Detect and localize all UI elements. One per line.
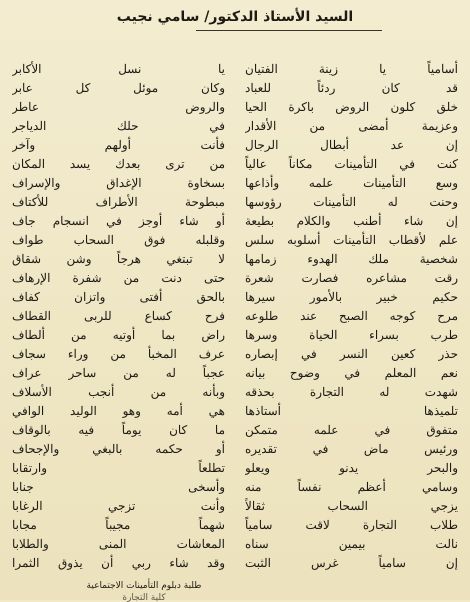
poem-couplet — [12, 212, 458, 231]
couplet-first-hemistich: ورئيس ماض في تقديره — [245, 442, 458, 456]
couplet-first-hemistich: كنت في التأمينات مكاناً عالياً — [245, 157, 458, 171]
couplet-second-hemistich: يا نسل الأكابر — [12, 62, 225, 76]
couplet-second-hemistich: عرف المخبأ من وراء سجاف — [12, 347, 225, 361]
couplet-first-hemistich: متفوق في علمه متمكن — [245, 423, 458, 437]
couplet-second-hemistich: من ترى بعدك يسد المكان — [12, 157, 225, 171]
couplet-first-hemistich: وسع التأمينات علمه وأذاعها — [245, 176, 458, 190]
poem-couplet — [12, 136, 458, 155]
poem-couplet — [12, 383, 458, 402]
poem-couplet — [12, 440, 458, 459]
poem-couplet — [12, 269, 458, 288]
couplet-second-hemistich: مبطوحة الأطراف للأكتاف — [12, 195, 225, 209]
couplet-first-hemistich: إن شاء أطنب والكلام بطيعة — [245, 214, 458, 228]
footer-signature — [84, 580, 204, 602]
couplet-first-hemistich: تلميذها أستاذها — [245, 404, 458, 418]
couplet-first-hemistich: مرح كوجه الصبح عند طلوعه — [245, 309, 458, 323]
couplet-first-hemistich: نعم المعلم في وضوح بيانه — [245, 366, 458, 380]
poem-couplet — [12, 497, 458, 516]
poem-couplet — [12, 459, 458, 478]
couplet-first-hemistich: وعزيمة أمضى من الأقدار — [245, 119, 458, 133]
poem-couplet — [12, 535, 458, 554]
couplet-first-hemistich: رقت مشاعره فصارت شعرة — [245, 271, 458, 285]
poem-couplet — [12, 250, 458, 269]
poem-couplet — [12, 478, 458, 497]
poem-couplet — [12, 307, 458, 326]
couplet-second-hemistich: حتى دنت من شفرة الإرهاف — [12, 271, 225, 285]
poem-couplet — [12, 288, 458, 307]
poem-couplet — [12, 421, 458, 440]
couplet-first-hemistich: شهدت له التجارة بحذقه — [245, 385, 458, 399]
couplet-second-hemistich: وقلبله فوق السحاب طواف — [12, 233, 225, 247]
couplet-first-hemistich: شخصية ملك الهدوء زمامها — [245, 252, 458, 266]
poem-couplet — [12, 193, 458, 212]
couplet-first-hemistich: نالت بيمين سناه — [245, 537, 458, 551]
couplet-first-hemistich: قد كان ردئاً للعباد — [245, 81, 458, 95]
couplet-second-hemistich: تطلعاً وارتقابا — [12, 461, 225, 475]
couplet-second-hemistich: شهماً مجيباً مجابا — [12, 518, 225, 532]
couplet-second-hemistich: والروض عاطر — [12, 100, 225, 114]
couplet-first-hemistich: يزجي السحاب ثقالاً — [245, 499, 458, 513]
couplet-first-hemistich: طلاب التجارة لاقت سامياً — [245, 518, 458, 532]
couplet-second-hemistich: وقد شاء ربي أن يذوق الثمرا — [12, 556, 225, 570]
footer-line-2: كلية التجارة — [122, 593, 166, 602]
couplet-first-hemistich: علم لأقطاب التأمينات أسلوبه سلس — [245, 233, 458, 247]
poem-couplet — [12, 98, 458, 117]
couplet-first-hemistich: وسامي أعظم نفساً منه — [245, 480, 458, 494]
couplet-second-hemistich: وأنت تزجي الرغابا — [12, 499, 225, 513]
couplet-second-hemistich: هي أمه وهو الوليد الوافي — [12, 404, 225, 418]
couplet-first-hemistich: أسامياً يا زينة الفتيان — [245, 62, 458, 76]
poem-couplet — [12, 364, 458, 383]
couplet-second-hemistich: بسخاوة الإغداق والإسراف — [12, 176, 225, 190]
couplet-second-hemistich: المعاشات المنى والطلابا — [12, 537, 225, 551]
poem-couplet — [12, 79, 458, 98]
poem-body — [12, 60, 458, 570]
couplet-second-hemistich: وأسخى جنابا — [12, 480, 225, 494]
couplet-second-hemistich: في حلك الدياجر — [12, 119, 225, 133]
title-underline — [196, 30, 382, 31]
poem-couplet — [12, 345, 458, 364]
couplet-second-hemistich: عجباً له من ساحر عراف — [12, 366, 225, 380]
couplet-second-hemistich: فأنت أولهم وآخر — [12, 138, 225, 152]
couplet-first-hemistich: وحنت له التأمينات رؤوسها — [245, 195, 458, 209]
couplet-second-hemistich: وبأنه من أنجب الأسلاف — [12, 385, 225, 399]
couplet-second-hemistich: أو حكمه بالبغي والإجحاف — [12, 442, 225, 456]
couplet-second-hemistich: ما كان يوماً فيه بالوقاف — [12, 423, 225, 437]
couplet-first-hemistich: والبحر يدنو ويعلو — [245, 461, 458, 475]
couplet-second-hemistich: لا تبتغي هرجاً وشن شقاق — [12, 252, 225, 266]
poem-couplet — [12, 402, 458, 421]
couplet-first-hemistich: خلق كلون الروض باكرة الحيا — [245, 100, 458, 114]
couplet-second-hemistich: وكان موئل كل عابر — [12, 81, 225, 95]
poem-couplet — [12, 326, 458, 345]
couplet-second-hemistich: راض بما أوتيه من ألطاف — [12, 328, 225, 342]
couplet-second-hemistich: أو شاء أوجز في انسجام جاف — [12, 214, 225, 228]
poem-couplet — [12, 516, 458, 535]
page-title: السيد الأستاذ الدكتور/ سامي نجيب — [116, 9, 354, 25]
poem-couplet — [12, 60, 458, 79]
couplet-first-hemistich: طرب بسراء الحياة وسرها — [245, 328, 458, 342]
poem-couplet — [12, 554, 458, 573]
couplet-first-hemistich: حذر كعين النسر في إبصاره — [245, 347, 458, 361]
couplet-second-hemistich: فرح كساع للربى القطاف — [12, 309, 225, 323]
poem-couplet — [12, 155, 458, 174]
couplet-first-hemistich: إن عد أبطال الرجال — [245, 138, 458, 152]
couplet-first-hemistich: حكيم خبير بالأمور سيرها — [245, 290, 458, 304]
couplet-second-hemistich: بالحق أفتى واتزان كفاف — [12, 290, 225, 304]
couplet-first-hemistich: إن سامياً غرس الثبت — [245, 556, 458, 570]
footer-line-1: طلبة دبلوم التأمينات الاجتماعية — [86, 581, 202, 591]
poem-couplet — [12, 174, 458, 193]
poem-couplet — [12, 231, 458, 250]
poem-couplet — [12, 117, 458, 136]
